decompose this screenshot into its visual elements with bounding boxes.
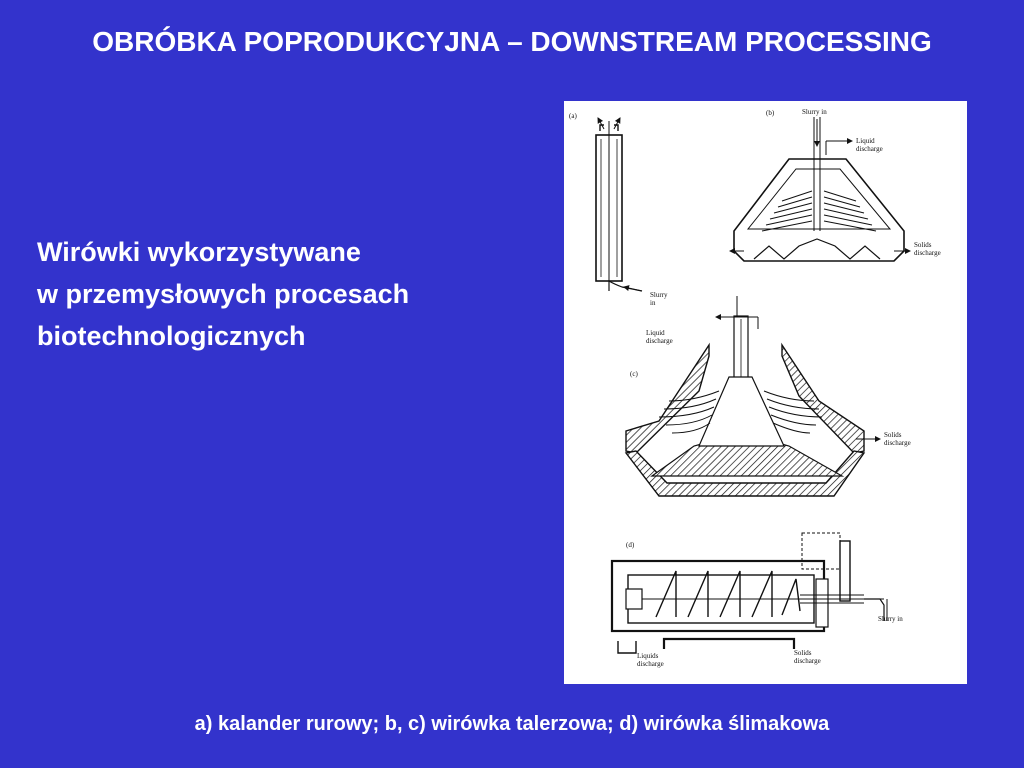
panel-b-solids-label-1: Solids [914, 241, 932, 249]
panel-d-solids-label-2: discharge [794, 657, 821, 665]
panel-b-letter: (b) [766, 109, 775, 117]
panel-b-liquid-label-2: discharge [856, 145, 883, 153]
body-line-3: biotechnologicznych [37, 321, 306, 351]
panel-c-letter: (c) [630, 370, 638, 378]
body-text [37, 231, 537, 357]
panel-c-liquid-label-2: discharge [646, 337, 673, 345]
panel-d-scroll-decanter [612, 533, 903, 668]
body-line-1: Wirówki wykorzystywane [37, 237, 361, 267]
figure-caption: a) kalander rurowy; b, c) wirówka talerzowa; d) wirówka ślimakowa [194, 713, 830, 735]
panel-b-disc-stack [730, 108, 941, 261]
panel-a-slurry-label-2: in [650, 299, 656, 307]
panel-d-liquids-label-1: Liquids [637, 652, 659, 660]
panel-a-letter: (a) [569, 112, 577, 120]
panel-a-slurry-label-1: Slurry [650, 291, 668, 299]
slide-title: OBRÓBKA POPRODUKCYJNA – DOWNSTREAM PROCESSING [92, 26, 932, 57]
panel-c-disc-stack-nozzle [626, 296, 911, 496]
panel-d-letter: (d) [626, 541, 635, 549]
panel-d-slurry-label: Slurry in [878, 615, 903, 623]
panel-c-solids-label-2: discharge [884, 439, 911, 447]
panel-a-tubular-bowl [569, 112, 668, 307]
body-line-2: w przemysłowych procesach [37, 279, 410, 309]
centrifuge-diagram-svg [564, 101, 967, 684]
panel-b-slurry-label: Slurry in [802, 108, 827, 116]
panel-b-liquid-label-1: Liquid [856, 137, 875, 145]
panel-d-solids-label-1: Solids [794, 649, 812, 657]
centrifuge-diagram-figure [564, 101, 967, 684]
panel-d-liquids-label-2: discharge [637, 660, 664, 668]
panel-c-solids-label-1: Solids [884, 431, 902, 439]
panel-c-liquid-label-1: Liquid [646, 329, 665, 337]
panel-b-solids-label-2: discharge [914, 249, 941, 257]
